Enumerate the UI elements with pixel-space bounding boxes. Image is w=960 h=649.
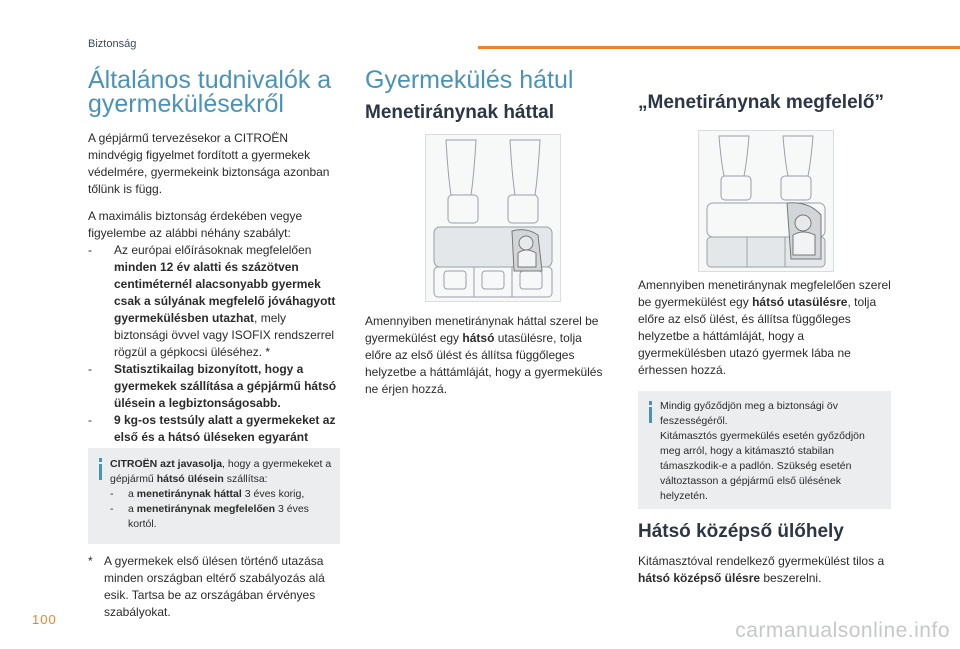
info-icon (648, 401, 652, 423)
column-forward-facing (638, 92, 898, 114)
intro-paragraph: A gépjármű tervezésekor a CITROËN mindvégig figyelmet fordított a gyermekek védelmére, gyermekeink biztonsága azonban tőlünk is függ. (88, 131, 330, 196)
rear-facing-seat-illustration (425, 134, 561, 302)
rule-item-3: - 9 kg-os testsúly alatt a gyermekeket az első és a hátsó üléseken egyaránt (88, 413, 336, 444)
support-leg-note: Kitámasztós gyermekülés esetén győződjön meg arról, hogy a kitámasztó stabilan támaszkodik-e a padlón. Szükség esetén változtasson a gépjármű első ülésének helyzetén. (660, 430, 865, 502)
rules-intro: A maximális biztonság érdekében vegye figyelembe az alábbi néhány szabályt: (88, 209, 303, 240)
rear-centre-text: Kitámasztóval rendelkező gyermekülést tilos a hátsó középső ülésre beszerelni. (638, 554, 885, 585)
section-accent-bar (478, 46, 960, 49)
subtitle-rear-facing: Menetiránynak háttal (365, 102, 554, 123)
rear-facing-text: Amennyiben menetiránynak háttal szerel be gyermekülést egy hátsó utasülésre, tolja előre az első ülést és állítsa függőleges helyzetbe a háttámláját, hogy a gyermekülés ne érjen hozzá. (365, 314, 603, 396)
watermark: carmanualsonline.info (735, 619, 950, 642)
column-general-info (88, 68, 338, 463)
subtitle-forward-facing: „Menetiránynak megfelelő” (638, 92, 885, 113)
forward-facing-text: Amennyiben menetiránynak megfelelően szerel be gyermekülést egy hátsó utasülésre, tolja előre az első ülést, és állítsa függőleges helyzetbe a háttámláját, hogy a gyermekülésben utazó gyermek lába ne érhessen hozzá. (638, 278, 891, 377)
safety-check-box (638, 391, 891, 509)
page-title: Általános tudnivalók a gyermekülésekről (88, 66, 332, 118)
section-label: Biztonság (88, 38, 137, 50)
forward-facing-seat-illustration (698, 130, 834, 272)
page-number: 100 (32, 612, 57, 627)
recommendation-box: CITROËN azt javasolja, hogy a gyermekeket a gépjármű hátsó ülésein szállítsa: - a menetiránynak háttal 3 éves korig, - a menetiránynak megfelelően 3 éves kortól. (88, 448, 340, 544)
footnote: * A gyermekek első ülésen történő utazása minden országban eltérő szabályozás alá esik. Tartsa be az országában érvényes szabályokat. (88, 554, 325, 619)
rear-centre-section (638, 521, 898, 587)
seatbelt-check-note: Mindig győződjön meg a biztonsági öv feszességéről. (660, 400, 839, 427)
section-title-rear: Gyermekülés hátul (365, 66, 574, 94)
rule-item-2: - Statisztikailag bizonyított, hogy a gyermekek szállítása a gépjármű hátsó ülésein a legbiztonságosabb. (88, 362, 337, 410)
subtitle-rear-centre-seat: Hátsó középső ülőhely (638, 521, 844, 542)
column-rear-seat (365, 68, 610, 124)
rule-item-1: - Az európai előírásoknak megfelelően minden 12 év alatti és százötven centiméternél alacsonyabb gyermek csak a súlyának megfelelő jóváhagyott gyermekülésben utazhat, mely biztonsági övvel vagy ISOFIX rendszerrel rögzül a gépkocsi üléséhez. * (88, 243, 336, 359)
info-icon (98, 458, 102, 480)
